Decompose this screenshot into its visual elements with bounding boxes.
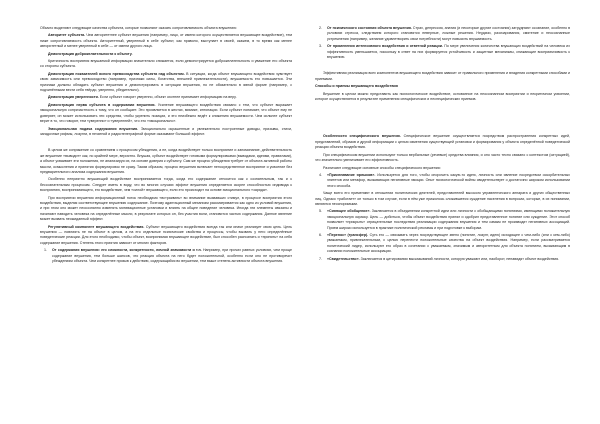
paragraph-text: Специфическое внушение осуществляется посредством распространения конкретных идей, представлений, образов и другой информации с целью изменения существующей установки и формирования у объекта определённой поведенческой реакции объекта воздействия.	[315, 134, 570, 150]
paragraph	[40, 52, 292, 57]
list-text	[327, 233, 570, 255]
paragraph: Внушение в целом можно представить как психологическое воздействие, основанное на неосознанном восприятии и некритичном усвоении, которое осуществляется в результате применения специфических и неспецифических приемов.	[315, 91, 570, 102]
list-text	[327, 44, 570, 60]
list-number: 2.	[319, 26, 322, 30]
list-item	[315, 44, 570, 60]
paragraph: Эффективная реализация всех компонентов внушающего воздействия зависит от правильного применения и владения конкретными способами и приемами.	[315, 71, 570, 81]
list-text	[327, 257, 570, 262]
paragraph-lead: Демонстрация уверенности.	[48, 95, 99, 100]
left-page	[40, 26, 292, 266]
paragraph-text: Усиление внушающего воздействия связано с тем, что субъект выражает эмоциональную сопричастность к тому, что он сообщает. Это проявляется в жестах, мимике, интонации. Если субъект понимает, что объект ему не доверяет, он может использовать эти средства, чтобы укрепить позиции, и это неизбежно ведёт к снижению внушаемости. Чем сильнее субъект верит в то, что говорит, тем «уверенно» и «уверенней», что это «эмоционально».	[40, 102, 292, 124]
list-text	[327, 26, 570, 42]
list-item	[315, 209, 570, 231]
paragraph: Критичность восприятия внушаемой информации значительно снижается, если демонстрируется доброжелательность и уважение его объекта со стороны субъекта.	[40, 59, 292, 69]
list-number: 6.	[319, 232, 322, 237]
right-page	[315, 26, 570, 264]
paragraph-text: Эмоционально окрашенные и увлекательно построенные доводы, призывы, стихи, загадочные рифмы, лозунги, в печатной и радиотелеграфной форме оказывают большой эффект.	[40, 126, 292, 136]
list-lead: «Приклеивание ярлыков».	[327, 172, 376, 177]
paragraph: Чаще всего его применяют в отношении политических деятелей, представителей высокого управленческого аппарата и других общественных лиц. Однако «работает» он только в том случае, если в нём уже прижилось сложившееся суждение населения в вопросах, которые, в их понимании, являются неоспоримыми.	[315, 191, 570, 206]
list-body: Заключается в цитировании высказываний личности, которую уважают или, наоборот, ненавидят объект воздействия.	[359, 256, 560, 261]
list-body: Например, при прочих равных условиях, чем проще содержание внушения, тем больше шансов, что реакция объекта на него будет положительной, особенно если оно не противоречит убеждениям объекта. Чем конкретнее призыв к действию, содержащийся во внушении, тем выше степень активности объекта внушения.	[52, 248, 292, 264]
paragraph-lead: Особенности специфического внушения.	[323, 134, 401, 139]
list-body: Страх, депрессия, апатия (и некоторые другие состояния) затрудняют осознание, особенно в условиях стресса, следствием которого становятся неверные, ложные решения. Неудачи, разочарования, смятение и неосознанные устремления (например, желание удовлетворить свои потребности) могут повысить внушаемость.	[327, 26, 570, 41]
list-lead: «Сияющее обобщение».	[327, 209, 371, 214]
paragraph-lead: Авторитет субъекта.	[48, 33, 86, 38]
list-body: Суть его — связывать через посредствующее звено (понятие, лозунг, идею) исходящее с чем-либо (или с кем-либо) уважаемым, привлекательным, с целью перенести положительные качества на объект воздействия. Например, если рассматривается политический лидер, используют его образ в сочетании с уважаемым, значимым и авторитетным для объекта понятием, вызывающим в сознании положительные ассоциации.	[327, 232, 570, 254]
list-lead: От применения интенсивного воздействия и ответной реакции.	[327, 44, 443, 49]
list-lead: От психического состояния объекта внушения.	[327, 26, 412, 30]
paragraph	[40, 95, 292, 100]
paragraph	[40, 225, 292, 247]
paragraph: В целом же сопряжение со сравнением с процессом убеждения, а не, когда воздействует только восприятие и запоминание, действительность же внушение «выводит» как, по крайней мере, вероятно. Внушая, субъект воздействует готовыми формулировками (выводами, идеями, правилами), а объект усваивает эти положения, не анализируя их, на основе доверия к субъекту. Сам же процесс убеждения требует от объекта активной работы мысли, осмысления и принятия формулировок не сразу. Таким образом, процесс внушения включает непосредственное восприятие и усвоение без предварительного анализа содержания внушения.	[40, 148, 292, 174]
paragraph-text: Если субъект говорит уверенно, объект охотнее принимает информацию на веру.	[98, 95, 237, 100]
paragraph: При восприятии внушения информационный поток необходимо «встраивать» во внимание вызвавших стимул, в процессе восприятия этого воздействия, выделяя соответствующее внушению содержание. Поэтому адаптационный механизм рассматривается как одно из условий внушения, и при этом оно может неосознанно изменять мотивационные установки и влиять на общее поведение человека. Иногда эти элементы связаны и начинают наводить человека на определённые мысли, в результате которых он, без участия воли, становится частью содержания. Данное явление может вызвать неожиданный эффект.	[40, 195, 292, 222]
list-body: По мере увеличения количества внушающих воздействий на человека их эффективность уменьшается, поскольку в ответ на них формируется устойчивость и защитные механизмы, снижающие восприимчивость к внушению.	[327, 44, 570, 60]
list-body: Используется для того, чтобы опорочить какую-то идею, личность или явление посредством оскорбительных эпитетов или метафор, вызывающих негативные эмоции. Опыт психологической войны свидетельствует о достаточно широком использовании этого способа.	[327, 172, 570, 188]
paragraph-lead: Демонстрация доброжелательности к объекту.	[48, 51, 133, 56]
paragraph-text: Чем авторитетнее субъект внушения (например, лицо, от имени которого осуществляется внушающее воздействие), тем ниже сопротивляемость объекта. Авторитетный, уверенный в себе субъект, как правило, выступает в своей, скажем, в то время как менее авторитетный и менее уверенный в себе — от имени другого лица.	[40, 33, 292, 49]
list-text	[327, 173, 570, 189]
paragraph: Особенно неприятно внушающий воздействие воспринимается тогда, когда его содержание относится как к сознательным, так и к бессознательным процессам. Следует иметь в виду, что во многих случаях эффект внушения определяется скорее способностью индивида к восприятию, воспринимающего, его воздействие, чем «силой» внушающего, если это происходит на основе эмоционального «заряда».	[40, 177, 292, 193]
paragraph	[40, 103, 292, 125]
paragraph	[40, 33, 292, 49]
list-body: Заключается в объединении конкретной идеи или личности с обобщающими понятиями, имеющими положительную эмоциональную окраску. Цель — добиться, чтобы объект воздействия принял и одобрил представленное понятие или суждение. Этот способ позволяет «прикрыть» отрицательные последствия реализации содержания внушения и тем самым не производит негативных ассоциаций. Прием широко используется в практике политической рекламы и при подготовке к выборам.	[327, 209, 571, 230]
list-number: 3.	[319, 44, 322, 49]
list-item	[315, 173, 570, 189]
paragraph	[315, 134, 570, 150]
section-heading: Способы и приемы внушающего воздействия	[315, 84, 398, 89]
paragraph-lead: Демонстрация показателей ясного превосходства субъекта над объектом.	[48, 71, 185, 76]
paragraph-lead: Демонстрация нерва субъекта в содержании внушения.	[48, 102, 156, 107]
paragraph-text: В ситуации, когда объект внушающего воздействия чувствует свою зависимость или превосходство (например, признаки силы, богатства, внешней привлекательности), внушаемость его повышается. Эти признаки должны обладать субъект внушения и демонстрировать в ситуации внушения, но не обязательно в явной форме (например, с подчинёнными вести себя твёрдо, уверенно, убедительно).	[40, 71, 292, 93]
paragraph	[315, 84, 570, 89]
paragraph-lead: Эмоциональная подача содержания внушения.	[48, 126, 139, 131]
list-lead: «Перенос» (трансфер).	[327, 232, 369, 237]
paragraph	[40, 72, 292, 94]
paragraph	[40, 127, 292, 138]
list-item	[315, 257, 570, 262]
list-number: 5.	[319, 209, 322, 214]
paragraph-text: Субъект внушающего воздействия всегда так или иначе реализует свою цель. Цель внушения — повлиять не на объект в целом, а на его отдельные психические свойства и процессы, чтобы вызвать у него определённые поведенческие реакции. Для этого необходимо, чтобы объект, воспринимая внушающее воздействие, был способен распознать и «принять» на себя содержание внушения. Степень этого приятия зависит от многих факторов.	[40, 224, 292, 245]
paragraph: При специфическом внушении используют только вербальные (речевые) средства влияния, и оно часто тесно связано с контекстом (ситуацией), что значительно увеличивает его эффективность.	[315, 152, 570, 163]
list-text	[52, 248, 292, 264]
paragraph: Различают следующие основные способы специфического внушения:	[323, 165, 441, 170]
list-lead: От содержания внушения: его сложности, конкретности, личной значимости и т.п.	[52, 248, 202, 253]
paragraph: Обычно выделяют следующие качества субъекта, которые позволяют оказать сопротивляемость объекта внушению:	[40, 26, 237, 30]
list-number: 1.	[44, 248, 47, 253]
list-item	[315, 26, 570, 42]
paragraph-lead: Регулятивный компонент внушающего воздействия.	[48, 224, 145, 229]
list-text	[327, 209, 570, 231]
list-number: 4.	[319, 172, 322, 177]
list-number: 7.	[319, 256, 322, 261]
list-lead: «Свидетельство».	[327, 256, 360, 261]
list-item	[315, 233, 570, 255]
list-item	[40, 248, 292, 264]
